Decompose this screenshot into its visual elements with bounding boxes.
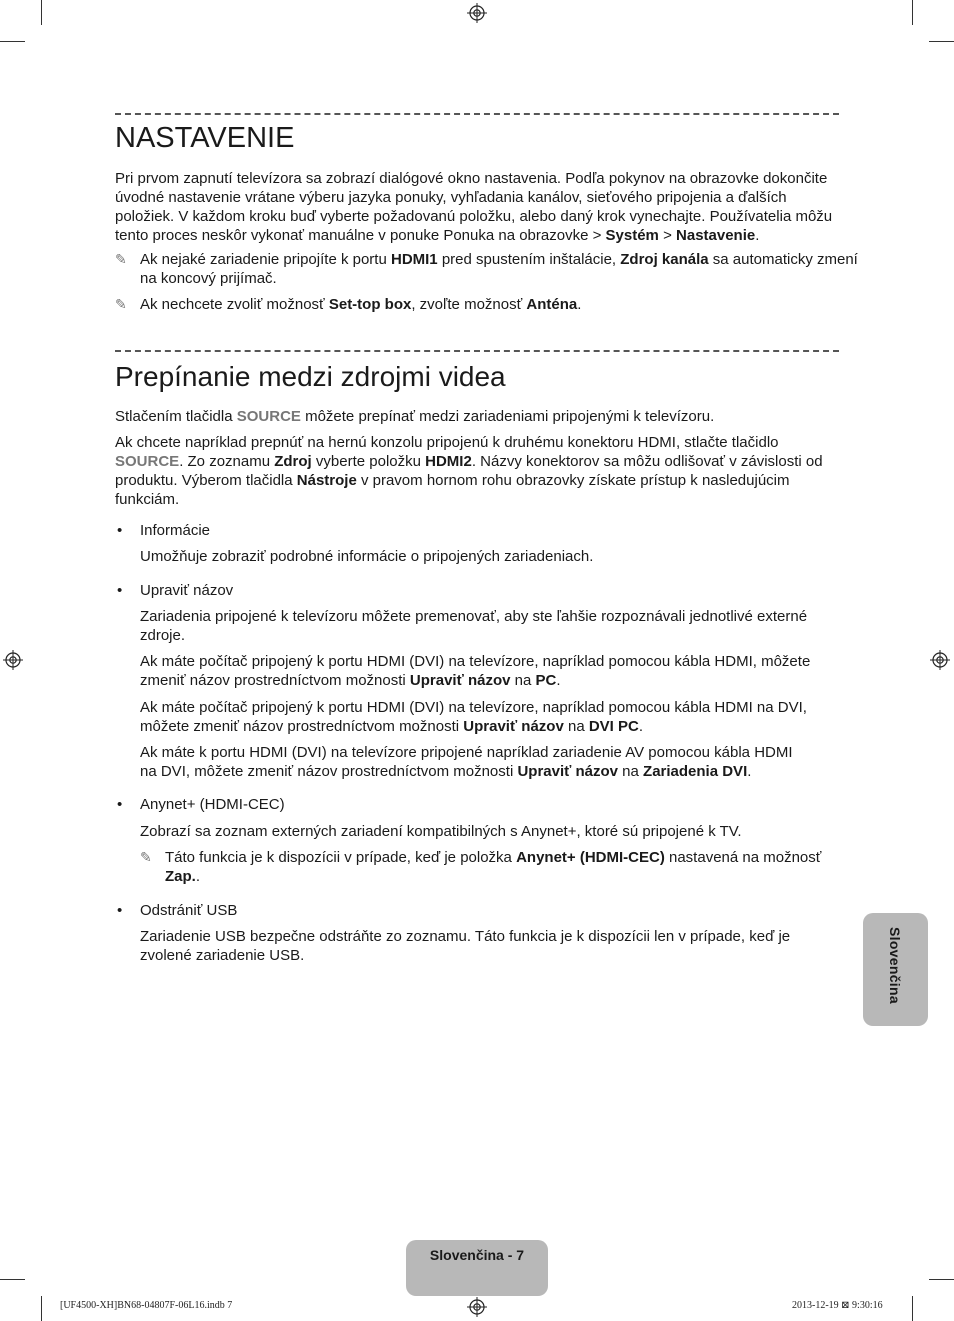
section-divider	[115, 113, 839, 115]
item-desc: Umožňuje zobraziť podrobné informácie o pripojených zariadeniach.	[140, 548, 594, 565]
item-detail: Ak máte k portu HDMI (DVI) na televízore pripojené napríklad zariadenie AV pomocou kábla HDMI na DVI, môžete zmeniť názov prostredníctvom možnosti Upraviť názov na Zariadenia DVI.	[140, 744, 793, 780]
bullet-icon: •	[117, 796, 123, 813]
print-timestamp: 2013-12-19 ⊠ 9:30:16	[792, 1300, 883, 1311]
item-desc: Zariadenia pripojené k televízoru môžete premenovať, aby ste ľahšie rozpoznávali jednotlivé externé zdroje.	[140, 608, 808, 644]
emphasis-text: Nastavenie	[676, 227, 756, 244]
registration-mark-icon	[467, 1297, 487, 1317]
item-title: Informácie	[140, 522, 211, 539]
crop-mark	[912, 0, 913, 25]
source-para-2: Ak chcete napríklad prepnúť na hernú konzolu pripojenú k druhému konektoru HDMI, stlačte tlačidlo SOURCE. Zo zoznamu Zdroj vyberte položku HDMI2. Názvy konektorov sa môžu odlišovať v závislosti od produktu. Výberom tlačidla Nástroje v pravom hornom rohu obrazovky získate prístup k nasledujúcim funkciám.	[115, 434, 823, 508]
crop-mark	[929, 1279, 954, 1280]
item-title: Upraviť názov	[140, 582, 234, 599]
section-title-source: Prepínanie medzi zdrojmi videa	[115, 361, 506, 392]
anynet-note	[140, 848, 845, 886]
page-number: Slovenčina - 7	[429, 1247, 525, 1263]
crop-mark	[0, 1279, 25, 1280]
crop-mark	[929, 41, 954, 42]
registration-mark-icon	[467, 3, 487, 23]
note-text: Ak nejaké zariadenie pripojíte k portu HDMI1 pred spustením inštalácie, Zdroj kanála sa automaticky zmení na koncový prijímač.	[140, 251, 858, 287]
setup-note-hdmi1	[115, 250, 860, 288]
emphasis-text: Systém	[605, 227, 659, 244]
crop-mark	[41, 1296, 42, 1321]
crop-mark	[41, 0, 42, 25]
item-detail: Ak máte počítač pripojený k portu HDMI (DVI) na televízore, napríklad pomocou kábla HDMI na DVI, môžete zmeniť názov prostredníctvom možnosti Upraviť názov na DVI PC.	[140, 699, 807, 735]
section-title-setup: NASTAVENIE	[115, 122, 295, 154]
page-number-tab	[406, 1240, 548, 1296]
crop-mark	[912, 1296, 913, 1321]
emphasis-text: Set-top box	[328, 296, 412, 313]
crop-mark	[0, 41, 25, 42]
emphasis-text: Upraviť názov	[517, 763, 618, 780]
emphasis-text: Zdroj kanála	[620, 251, 709, 268]
emphasis-text: Zdroj	[274, 453, 312, 470]
item-detail: Ak máte počítač pripojený k portu HDMI (DVI) na televízore, napríklad pomocou kábla HDMI, môžete zmeniť názov prostredníctvom možnosti Upraviť názov na PC.	[140, 653, 811, 689]
note-text: Ak nechcete zvoliť možnosť Set-top box, zvoľte možnosť Anténa.	[140, 296, 582, 313]
setup-intro: Pri prvom zapnutí televízora sa zobrazí dialógové okno nastavenia. Podľa pokynov na obrazovke dokončite úvodné nastavenie vrátane výberu jazyka ponuky, vyhľadania kanálov, sieťového pripojenia a ďalších položiek. V každom kroku buď vyberte požadovanú položku, alebo daný krok vynechajte. Používatelia môžu tento proces neskôr vykonať manuálne v ponuke Ponuka na obrazovke > Systém > Nastavenie.	[115, 170, 833, 244]
note-icon: ✎	[140, 849, 152, 865]
item-title: Odstrániť USB	[140, 902, 238, 919]
note-icon: ✎	[115, 251, 127, 267]
source-key-label: SOURCE	[236, 408, 301, 425]
language-label: Slovenčina	[887, 927, 903, 1004]
emphasis-text: PC	[535, 672, 557, 689]
print-file-info: [UF4500-XH]BN68-04807F-06L16.indb 7	[60, 1300, 233, 1311]
emphasis-text: Anynet+ (HDMI-CEC)	[516, 849, 665, 866]
emphasis-text: Upraviť názov	[463, 718, 564, 735]
emphasis-text: HDMI2	[425, 453, 472, 470]
registration-mark-icon	[930, 650, 950, 670]
bullet-icon: •	[117, 582, 123, 599]
emphasis-text: HDMI1	[390, 251, 438, 268]
source-para-1: Stlačením tlačidla SOURCE môžete prepínať medzi zariadeniami pripojenými k televízoru.	[115, 408, 715, 425]
registration-mark-icon	[3, 650, 23, 670]
language-side-tab	[863, 913, 928, 1026]
item-desc: Zobrazí sa zoznam externých zariadení kompatibilných s Anynet+, ktoré sú pripojené k TV.	[140, 823, 742, 840]
bullet-icon: •	[117, 522, 123, 539]
bullet-icon: •	[117, 902, 123, 919]
note-text: Táto funkcia je k dispozícii v prípade, keď je položka Anynet+ (HDMI-CEC) nastavená na možnosť Zap..	[165, 849, 822, 885]
emphasis-text: Nástroje	[296, 472, 357, 489]
note-icon: ✎	[115, 296, 127, 312]
source-key-label: SOURCE	[115, 453, 180, 470]
item-title: Anynet+ (HDMI-CEC)	[140, 796, 285, 813]
emphasis-text: Zariadenia DVI	[643, 763, 748, 780]
item-desc: Zariadenie USB bezpečne odstráňte zo zoznamu. Táto funkcia je k dispozícii len v prípade, keď je zvolené zariadenie USB.	[140, 928, 791, 964]
emphasis-text: Anténa	[526, 296, 578, 313]
emphasis-text: Upraviť názov	[409, 672, 511, 689]
emphasis-text: Zap.	[165, 868, 196, 885]
emphasis-text: DVI PC	[588, 718, 639, 735]
setup-note-antenna	[115, 295, 860, 314]
section-divider	[115, 350, 839, 352]
